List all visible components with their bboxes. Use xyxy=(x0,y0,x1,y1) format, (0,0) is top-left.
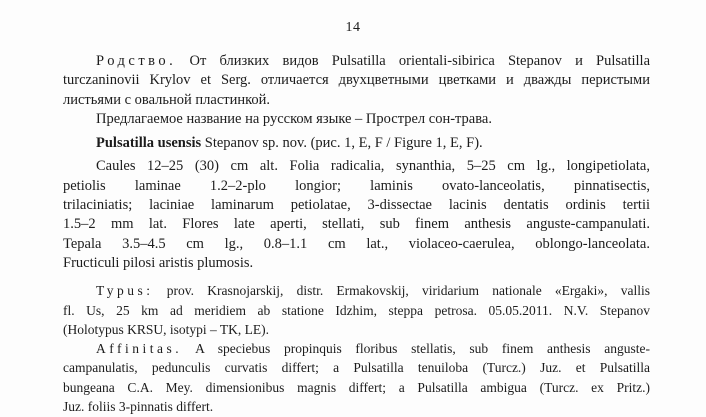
text-line: fl. Us, 25 km ad meridiem ab statione Idzhim, steppa petrosa. 05.05.2011. N.V. Stepanov xyxy=(63,302,650,318)
paragraph-diagnosis-latin xyxy=(63,157,650,273)
text-line xyxy=(63,52,650,71)
paragraph-typus xyxy=(63,281,650,339)
text-line: Предлагаемое название на русском языке – Прострел сон-трава. xyxy=(96,110,492,127)
paragraph-affinitas xyxy=(63,339,650,416)
text-line xyxy=(63,281,650,300)
text-line xyxy=(63,134,650,153)
text-line: bungeana C.A. Mey. dimensionibus magnis differt; a Pulsatilla ambigua (Turcz. ex Pritz.) xyxy=(63,379,650,395)
text-line: Juz. foliis 3-pinnatis differt. xyxy=(63,399,214,415)
text-line: 1.5–2 mm lat. Flores late aperti, stellati, sub finem anthesis anguste-campanulati. xyxy=(63,216,650,233)
paragraph-species-heading xyxy=(63,134,650,153)
text-line: trilaciniatis; laciniae laminarum petiolatae, 3-dissectae lacinis dentatis ordinis tertii xyxy=(63,197,650,214)
text-line: (Holotypus KRSU, isotypi – TK, LE). xyxy=(63,321,270,337)
text-line-rest: prov. Krasnojarskij, distr. Ermakovskij, viridarium nationale «Ergaki», vallis xyxy=(166,283,650,299)
section-label-affinitas: Affinitas. xyxy=(96,341,183,357)
species-name-bold: Pulsatilla usensis xyxy=(96,135,202,152)
text-line: campanulatis, pedunculis curvatis differt; a Pulsatilla tenuiloba (Turcz.) Juz. et Pulsatilla xyxy=(63,360,650,376)
text-line-rest: От близких видов Pulsatilla orientali-sibirica Stepanov и Pulsatilla xyxy=(189,53,650,69)
text-line-rest: A speciebus propinquis floribus stellatis, sub finem anthesis anguste- xyxy=(195,341,650,357)
text-line: petiolis laminae 1.2–2-plo longior; laminis ovato-lanceolatis, pinnatisectis, xyxy=(63,177,650,194)
text-block xyxy=(63,52,650,416)
page-number: 14 xyxy=(345,20,361,35)
text-line: Fructiculi pilosi aristis plumosis. xyxy=(63,254,254,271)
species-heading-rest: Stepanov sp. nov. (рис. 1, E, F / Figure 1, E, F). xyxy=(201,135,483,152)
text-line: turczaninovii Krylov et Serg. отличается двухцветными цветками и дважды перистыми xyxy=(63,72,650,89)
paragraph-russian-name xyxy=(63,110,650,129)
text-line xyxy=(63,339,650,358)
text-line: Tepala 3.5–4.5 cm lg., 0.8–1.1 cm lat., violaceo-caerulea, oblongo-lanceolata. xyxy=(63,235,650,252)
text-line: Caules 12–25 (30) cm alt. Folia radicalia, synanthia, 5–25 cm lg., longipetiolata, xyxy=(96,158,650,175)
paragraph-rodstvo xyxy=(63,52,650,110)
section-label-typus: Typus: xyxy=(96,283,154,299)
text-line: листьями с овальной пластинкой. xyxy=(63,91,271,108)
section-label-rodstvo: Родство. xyxy=(96,53,177,69)
